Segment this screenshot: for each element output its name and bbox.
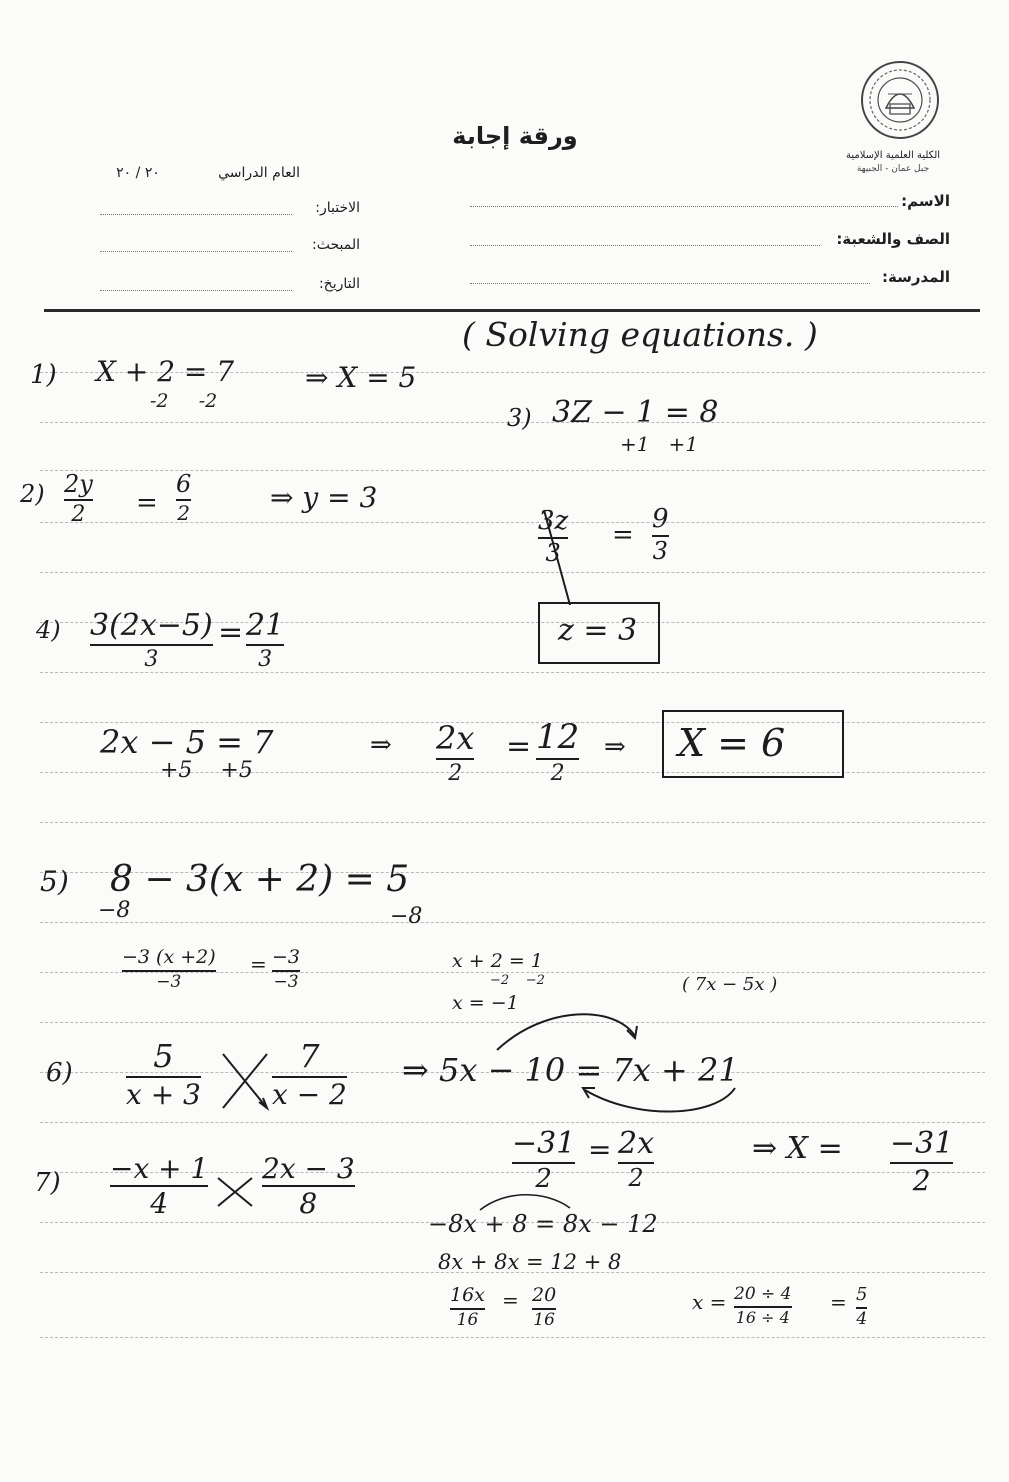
worksheet-heading: ( Solving equations. ) [462,315,818,354]
p3-answer-box [538,602,660,664]
p6-result: ⇒ 5x − 10 = 7x + 21 [402,1051,739,1089]
p3-answer: z = 3 [558,613,638,648]
field-date-line[interactable] [100,290,292,291]
p6-cross-multiply-arrows [215,1046,275,1116]
p7-line2: −8x + 8 = 8x − 12 [428,1210,658,1238]
field-class-line[interactable] [470,245,820,246]
p4-fraction-a: 2x 2 [436,719,475,786]
p4-answer-box [662,710,844,778]
p5-label: 5) [40,865,69,898]
p2-fraction-right: 6 2 [176,470,192,526]
p5-step-right: −8 [390,904,423,929]
p5-result: x = −1 [452,992,519,1014]
field-name-line[interactable] [470,206,898,207]
p7-x-equals: ⇒ X = [752,1131,843,1166]
p7-cross-multiply-mark [212,1172,258,1212]
p7-fraction-c: 16x 16 [450,1284,485,1330]
p4-fraction-b: 12 2 [536,717,580,786]
p5-simplify-step: −2 −2 [490,973,545,988]
field-class-label: الصف والشعبة: [836,230,950,248]
p7-fraction-x: −31 2 [890,1126,954,1197]
field-subject-line[interactable] [100,251,292,252]
year-value: ٢٠ / ٢٠ [116,165,160,181]
p5-step-left: −8 [98,898,131,923]
p7-fraction-b: 2x 2 [618,1126,655,1192]
p7-x-label: x = [692,1290,727,1314]
p7-label: 7) [34,1168,61,1198]
p5-equation: 8 − 3(x + 2) = 5 [110,859,410,900]
p7-fraction-d: 20 16 [532,1284,557,1330]
p5-fraction-left: −3 (x +2) −3 [122,946,216,992]
p7-fraction-left: −x + 1 4 [110,1152,209,1221]
field-subject-label: المبحث: [312,237,360,253]
p4-step2: +5 +5 [160,758,253,783]
p3-step: +1 +1 [620,432,699,456]
p2-fraction-left: 2y 2 [64,470,93,528]
p2-result: ⇒ y = 3 [270,481,378,514]
field-school-label: المدرسة: [882,268,950,286]
p4-fraction-right: 21 3 [246,608,285,672]
p7-fraction-f: 5 4 [856,1284,868,1329]
p2-label: 2) [20,480,45,508]
p5-fraction-right: −3 −3 [272,946,301,992]
p7-fraction-e: 20 ÷ 4 16 ÷ 4 [734,1284,792,1327]
field-exam-line[interactable] [100,214,292,215]
p3-label: 3) [507,404,532,432]
year-label: العام الدراسي [218,165,300,181]
p6-label: 6) [46,1058,73,1088]
school-name: الكلية العلمية الإسلامية [845,150,941,161]
p7-fraction-a: −31 2 [512,1126,576,1194]
p4-fraction-left: 3(2x−5) 3 [90,608,213,672]
p1-step: -2 -2 [150,390,218,412]
field-exam-label: الاختبار: [315,200,360,216]
p1-label: 1) [30,360,57,390]
school-location: جبل عمان - الجبيهة [856,164,930,174]
field-school-line[interactable] [470,283,870,284]
header-divider [44,309,980,312]
p3-equation: 3Z − 1 = 8 [552,395,719,430]
p4-answer: X = 6 [678,721,786,765]
p5-note: ( 7x − 5x ) [682,974,778,995]
p1-result: ⇒ X = 5 [305,361,417,394]
p3-fraction-left: 3z 3 [538,506,569,568]
school-seal-logo [858,58,942,142]
p1-equation: X + 2 = 7 [96,355,235,388]
field-date-label: التاريخ: [318,276,360,292]
p5-simplify: x + 2 = 1 [452,950,543,972]
p7-fraction-right: 2x − 3 8 [262,1152,355,1221]
p7-line3: 8x + 8x = 12 + 8 [438,1250,622,1274]
page-title: ورقة إجابة [452,122,578,150]
answer-sheet: الكلية العلمية الإسلامية جبل عمان - الجبيهة ورقة إجابة العام الدراسي ٢٠ / ٢٠ الاسم: الصف والشعبة: المدرسة: الاختبار: المبحث: التاريخ: ( Solving equations. ) 1) X + 2 = 7 -2 -2 ⇒ X = 5 3) 3Z − 1 = 8 +1 +1 2) 2y 2 = 6 2 ⇒ y = 3 3z 3 = 9 3 z = 3 4) 3(2x−5) 3 = 21 3 2x − 5 = 7 +5 +5 ⇒ 2x 2 = 12 2 ⇒ X = 6 5) 8 − 3(x + 2) = 5 −8 −8 −3 (x +2) −3 = −3 −3 x + 2 = 1 −2 −2 x = −1 ( 7x − 5x ) 6) 5 x + 3 7 x − 2 ⇒ 5x − 10 = 7x + 21 7) −x + 1 4 2x − 3 8 −31 2 = 2x 2 ⇒ X = −31 2 −8x + 8 = 8x − 12 8x + 8x = 12 + 8 16x 16 = 20 16 x = 20 ÷ 4 16 ÷ 4 = 5 4 [0,0,1009,1482]
p4-label: 4) [36,616,61,644]
p6-fraction-left: 5 x + 3 [126,1037,201,1111]
p4-line2: 2x − 5 = 7 [100,723,274,761]
p3-fraction-right: 9 3 [652,504,669,566]
p6-fraction-right: 7 x − 2 [272,1037,347,1111]
field-name-label: الاسم: [901,192,950,210]
